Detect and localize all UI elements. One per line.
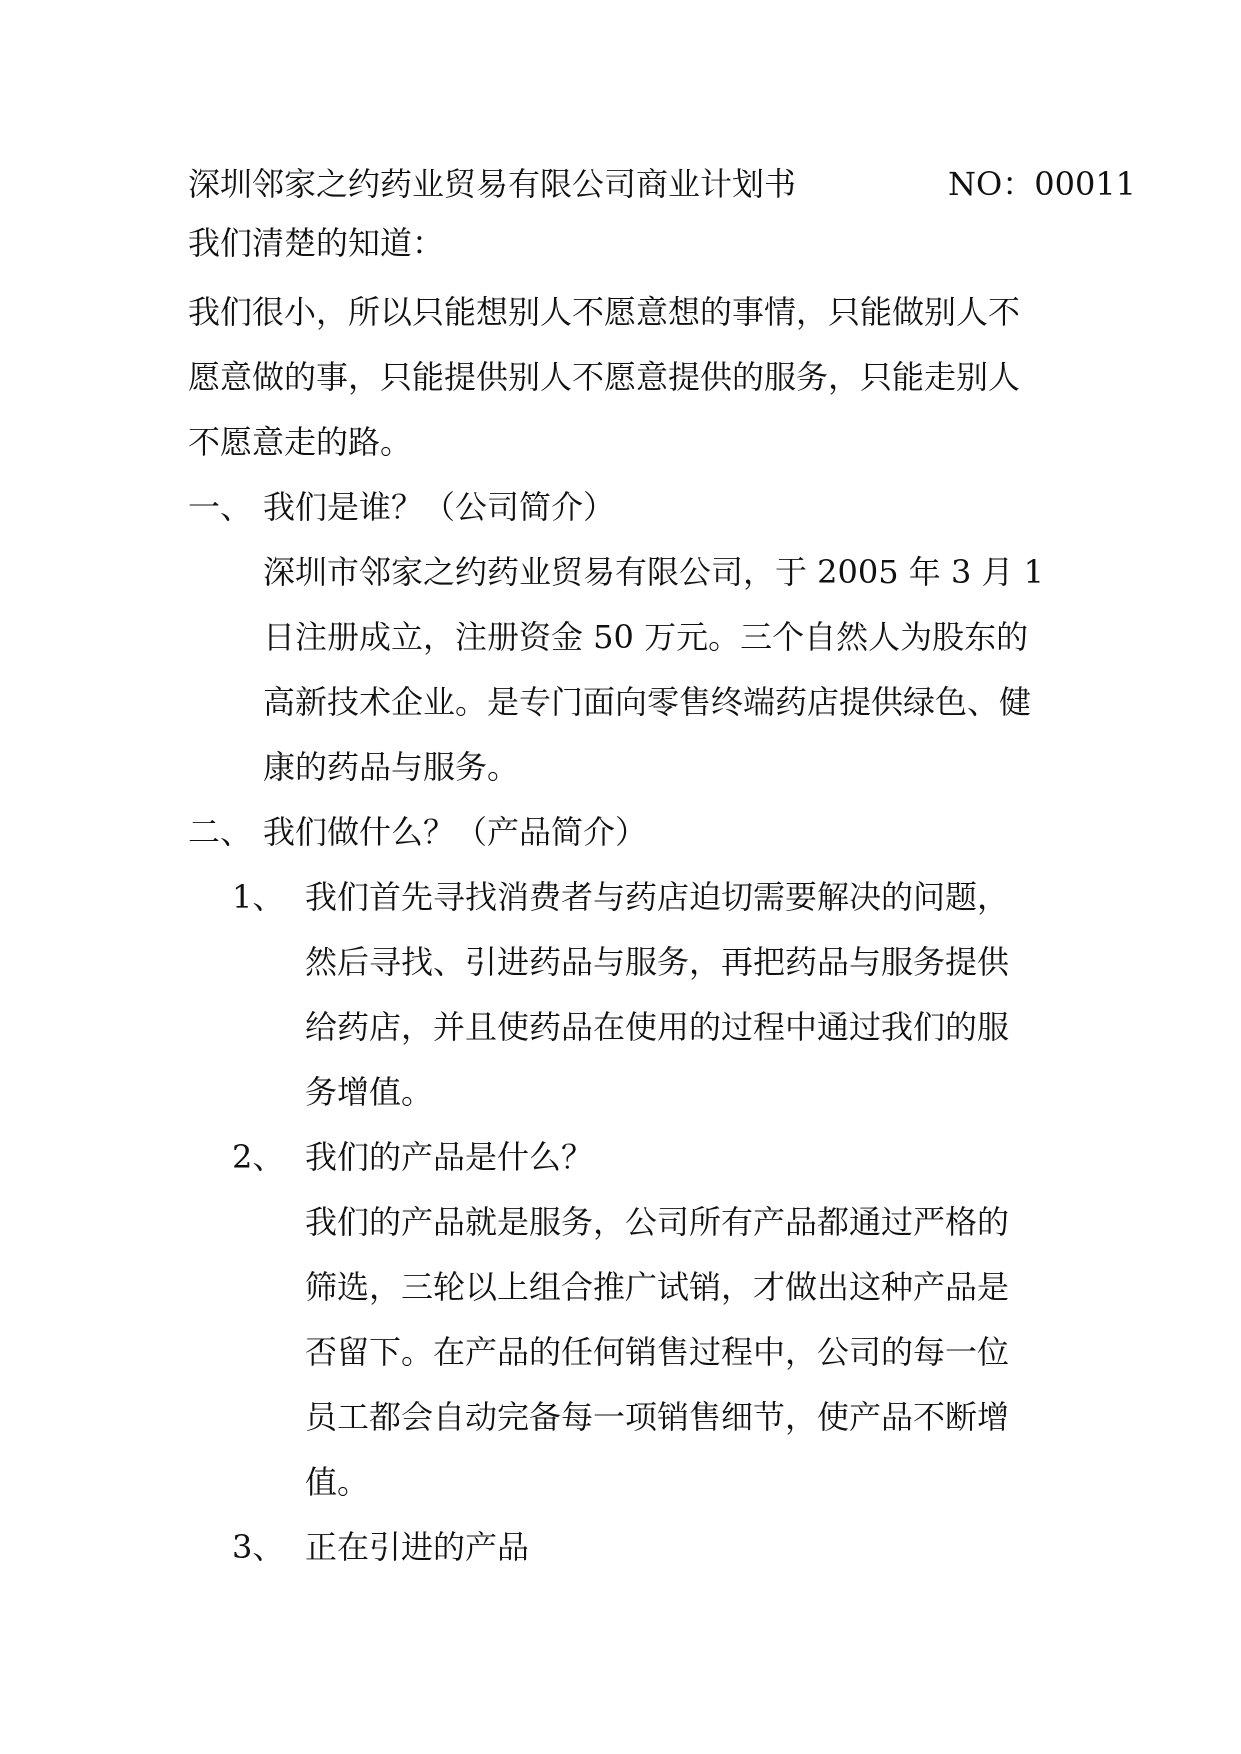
item-2-line: 员工都会自动完备每一项销售细节，使产品不断增 — [305, 1398, 1010, 1436]
item-3-heading: 正在引进的产品 — [305, 1528, 530, 1566]
item-2-line: 值。 — [305, 1463, 370, 1501]
intro-line: 愿意做的事，只能提供别人不愿意提供的服务，只能走别人 — [188, 358, 1021, 396]
section-1-line: 日注册成立，注册资金 50 万元。三个自然人为股东的 — [263, 618, 1029, 656]
intro-heading: 我们清楚的知道： — [188, 224, 445, 262]
intro-line: 我们很小，所以只能想别人不愿意想的事情，只能做别人不 — [188, 293, 1021, 331]
item-3-marker: 3、 — [232, 1528, 285, 1566]
section-1-marker: 一、 — [188, 488, 253, 526]
section-2-marker: 二、 — [188, 813, 253, 851]
item-2-marker: 2、 — [232, 1138, 285, 1176]
item-1-line: 然后寻找、引进药品与服务，再把药品与服务提供 — [305, 943, 1010, 981]
title-row — [188, 164, 1148, 204]
document-title: 深圳邻家之约药业贸易有限公司商业计划书 — [188, 165, 797, 203]
item-2-line: 筛选，三轮以上组合推广试销，才做出这种产品是 — [305, 1268, 1010, 1306]
item-1-line: 务增值。 — [305, 1073, 434, 1111]
item-1-line: 给药店，并且使药品在使用的过程中通过我们的服 — [305, 1008, 1010, 1046]
intro-line: 不愿意走的路。 — [188, 423, 413, 461]
item-2-line: 我们的产品就是服务，公司所有产品都通过严格的 — [305, 1203, 1010, 1241]
section-1-line: 深圳市邻家之约药业贸易有限公司，于 2005 年 3 月 1 — [263, 553, 1045, 591]
item-2-line: 否留下。在产品的任何销售过程中，公司的每一位 — [305, 1333, 1010, 1371]
document-number: NO：00011 — [948, 165, 1137, 203]
item-2-heading: 我们的产品是什么？ — [305, 1138, 594, 1176]
section-1-line: 康的药品与服务。 — [263, 748, 520, 786]
item-1-marker: 1、 — [232, 878, 285, 916]
section-1-line: 高新技术企业。是专门面向零售终端药店提供绿色、健 — [263, 683, 1032, 721]
item-1-line: 我们首先寻找消费者与药店迫切需要解决的问题， — [305, 878, 1010, 916]
section-2-heading: 我们做什么？（产品简介） — [263, 813, 648, 851]
section-1-heading: 我们是谁？（公司简介） — [263, 488, 616, 526]
